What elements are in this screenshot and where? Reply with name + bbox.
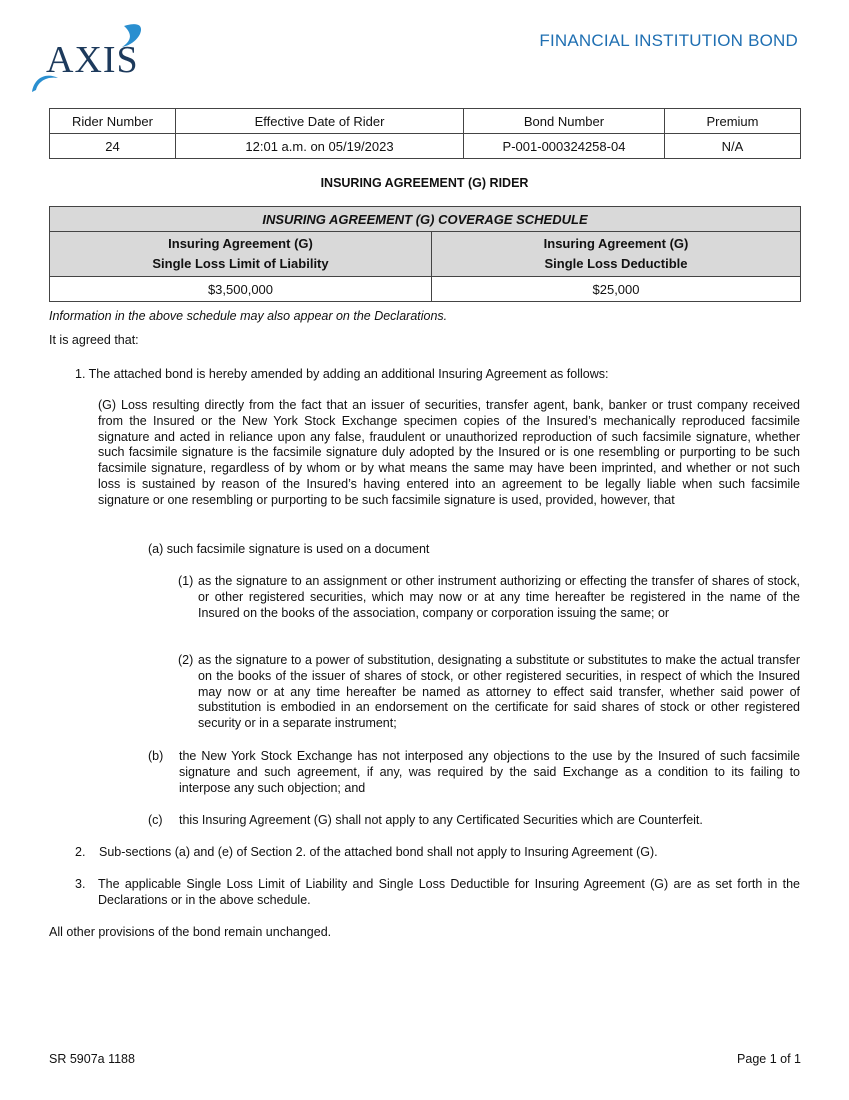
condition-a-2-label: (2) xyxy=(178,653,194,667)
form-number: SR 5907a 1188 xyxy=(49,1052,135,1066)
rider-table-value-row xyxy=(50,134,801,159)
bond-number-value: P-001-000324258-04 xyxy=(464,134,665,159)
condition-c xyxy=(148,813,800,829)
limit-value: $3,500,000 xyxy=(50,277,432,302)
condition-a-1-label: (1) xyxy=(178,574,194,588)
schedule-title-row xyxy=(50,207,801,232)
limit-header xyxy=(50,232,432,277)
rider-info-table xyxy=(49,108,801,159)
axis-logo xyxy=(28,20,152,96)
condition-a-1-text: as the signature to an assignment or other instrument authorizing or effecting the transfer of shares of stock, or other registered securities, which may now or at any time hereafter be registered in the name of the Insured on the books of the association, company or corporation issuing the same; or xyxy=(198,574,800,620)
effective-date-header: Effective Date of Rider xyxy=(176,109,464,134)
schedule-title: INSURING AGREEMENT (G) COVERAGE SCHEDULE xyxy=(50,207,801,232)
rider-title: INSURING AGREEMENT (G) RIDER xyxy=(320,176,529,190)
insuring-agreement-g-text: (G) Loss resulting directly from the fact that an issuer of securities, transfer agent, bank, banker or trust company received from the Insured or the New York Stock Exchange specimen copies of the Insured’s mechanically reproduced facsimile signature and acted in reliance upon any false, fraudulent or unauthorized reproduction of such facsimile signature, whether such facsimile signature is the facsimile signature duly adopted by the Insured or is one resembling or purporting to be such facsimile signature, regardless of by whom or by what means the same may have been imprinted, and whether or not such loss is sustained by reason of the Insured’s having entered into an agreement to be legally liable when such facsimile signature or one resembling or purporting to be such facsimile signature is used, provided, however, that xyxy=(98,398,800,507)
condition-c-text: this Insuring Agreement (G) shall not apply to any Certificated Securities which are Counterfeit. xyxy=(179,813,703,827)
condition-a-2-text: as the signature to a power of substitution, designating a substitute or substitutes to make the actual transfer on the books of the issuer of shares of stock, or other registered securities, in respect of which the Insured may now or at any time hereafter be named as attorney to effect said transfer, whether said power of substitution is embodied in an endorsement on the certificate for said shares of stock or other registered security or in a separate instrument; xyxy=(198,653,800,731)
paragraph-1-intro: 1. The attached bond is hereby amended by adding an additional Insuring Agreement as follows: xyxy=(75,367,609,381)
condition-c-label: (c) xyxy=(148,813,163,827)
rider-number-header: Rider Number xyxy=(50,109,176,134)
condition-b-label: (b) xyxy=(148,749,164,763)
condition-a-2 xyxy=(178,653,800,732)
deductible-header-line2: Single Loss Deductible xyxy=(544,256,688,271)
deductible-header-line1: Insuring Agreement (G) xyxy=(543,236,689,251)
coverage-schedule-table xyxy=(49,206,801,302)
schedule-note: Information in the above schedule may also appear on the Declarations. xyxy=(49,309,448,323)
premium-header: Premium xyxy=(665,109,801,134)
bond-number-header: Bond Number xyxy=(464,109,665,134)
rider-number-value: 24 xyxy=(50,134,176,159)
condition-b-text: the New York Stock Exchange has not interposed any objections to the use by the Insured of such facsimile signature and such agreement, if any, was required by the said Exchange as a condition to its failing to interpose any such objection; and xyxy=(179,749,800,795)
paragraph-3 xyxy=(75,877,800,909)
premium-value: N/A xyxy=(665,134,801,159)
condition-a-1 xyxy=(178,574,800,621)
paragraph-2-text: Sub-sections (a) and (e) of Section 2. of the attached bond shall not apply to Insuring Agreement (G). xyxy=(99,845,658,859)
closing-statement: All other provisions of the bond remain unchanged. xyxy=(49,925,332,939)
schedule-value-row xyxy=(50,277,801,302)
agreed-statement: It is agreed that: xyxy=(49,333,139,347)
deductible-header xyxy=(432,232,801,277)
condition-b xyxy=(148,749,800,796)
paragraph-3-number: 3. xyxy=(75,877,86,891)
paragraph-2-number: 2. xyxy=(75,845,86,859)
limit-header-line2: Single Loss Limit of Liability xyxy=(152,256,329,271)
paragraph-3-text: The applicable Single Loss Limit of Liability and Single Loss Deductible for Insuring Agreement (G) are as set forth in the Declarations or in the above schedule. xyxy=(98,877,800,907)
paragraph-2 xyxy=(75,845,800,861)
condition-a: (a) such facsimile signature is used on a document xyxy=(148,542,430,556)
logo-text: AXIS xyxy=(46,39,139,81)
schedule-header-row xyxy=(50,232,801,277)
limit-header-line1: Insuring Agreement (G) xyxy=(168,236,313,251)
effective-date-value: 12:01 a.m. on 05/19/2023 xyxy=(176,134,464,159)
rider-table-header-row xyxy=(50,109,801,134)
page-number: Page 1 of 1 xyxy=(737,1052,801,1066)
deductible-value: $25,000 xyxy=(432,277,801,302)
document-title: FINANCIAL INSTITUTION BOND xyxy=(539,31,798,50)
